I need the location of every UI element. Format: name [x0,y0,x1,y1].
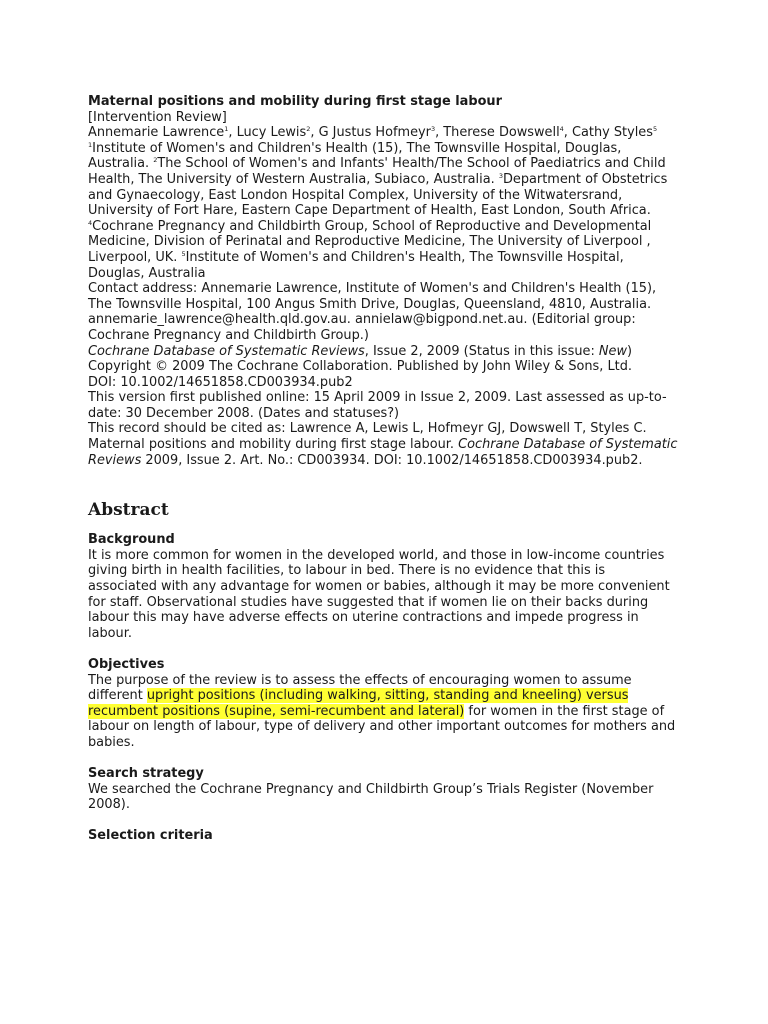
author: Cathy Styles$^5$ [572,125,658,141]
author-list [88,125,678,141]
affiliation: $^3$Department of Obstetrics and Gynaecology, East London Hospital Complex, University of the Witwatersrand, University of Fort Hare, Eastern Cape Department of Health, East London, South Africa. [88,171,668,219]
search-strategy-heading: Search strategy [88,765,204,781]
publication-status: Cochrane Database of Systematic Reviews, Issue 2, 2009 (Status in this issue: New) [88,343,633,359]
author-affiliation-mark: 2 [306,125,311,134]
abstract-objectives [88,657,678,751]
abstract-heading: Abstract [88,500,169,521]
affiliation: $^1$Institute of Women's and Children's Health (15), The Townsville Hospital, Douglas, Australia. [88,140,622,172]
affiliation: $^5$Institute of Women's and Children's Health, The Townsville Hospital, Douglas, Australia [88,249,624,281]
citation-journal: Cochrane Database of Systematic Reviews [88,437,678,468]
publication-info [88,344,678,422]
author: Annemarie Lawrence$^1$, [88,125,237,141]
search-strategy-text: We searched the Cochrane Pregnancy and Childbirth Group’s Trials Register (November 2008). [88,781,654,813]
article-title: Maternal positions and mobility during first stage labour [88,94,502,109]
background-heading: Background [88,532,175,548]
journal-name: Cochrane Database of Systematic Reviews [88,343,365,359]
header-block [88,94,678,125]
author-affiliation-mark: 4 [559,125,564,134]
affiliation: $^2$The School of Women's and Infants' Health/The School of Paediatrics and Child Health, The University of Western Australia, Subiaco, Australia. [88,156,666,187]
author-affiliation-mark: 1 [224,125,229,134]
status-value: New [598,343,628,359]
doi: DOI: 10.1002/14651858.CD003934.pub2 [88,374,353,390]
background-text: It is more common for women in the developed world, and those in low-income countries giving birth in health facilities, to labour in bed. There is no evidence that this is associated with any advantage for women or babies, although it may be more convenient for staff. Observational studies have suggested that if women lie on their backs during labour this may have adverse effects on uterine contractions and impede progress in labour. [88,547,670,641]
contact-address: Contact address: Annemarie Lawrence, Institute of Women's and Children's Health (15), The Townsville Hospital, 100 Angus Smith Drive, Douglas, Queensland, 4810, Australia. annemarie_lawrence@health.qld.gov.au. annielaw@bigpond.net.au. (Editorial group: Cochrane Pregnancy and Childbirth Group.) [88,281,657,343]
citation: This record should be cited as: Lawrence A, Lewis L, Hofmeyr GJ, Dowswell T, Styles C. Maternal positions and mobility during first stage labour. Cochrane Database of Systematic Reviews 2009, Issue 2. Art. No.: CD003934. DOI: 10.1002/14651858.CD003934.pub2. [88,421,678,468]
objectives-text: The purpose of the review is to assess the effects of encouraging women to assume different upright positions (including walking, sitting, standing and kneeling) versus recumbent positions (supine, semi-recumbent and lateral) for women in the first stage of labour on length of labour, type of delivery and other important outcomes for mothers and babies. [88,672,676,750]
affiliation: $^4$Cochrane Pregnancy and Childbirth Group, School of Reproductive and Developmental Medicine, Division of Perinatal and Reproductive Medicine, The University of Liverpool , Liverpool, UK. [88,218,652,265]
author-affiliation-mark: 3 [430,125,436,134]
affiliations [88,141,678,281]
highlighted-text: upright positions (including walking, sitting, standing and kneeling) versus recumbent positions (supine, semi-recumbent and lateral) [88,688,629,719]
author-affiliation-mark: 5 [652,125,658,134]
abstract-background [88,532,678,641]
article-column [88,94,678,844]
author: Therese Dowswell$^4$, [443,125,572,141]
author: Lucy Lewis$^2$, [236,125,319,141]
objectives-heading: Objectives [88,656,165,672]
version-info: This version first published online: 15 April 2009 in Issue 2, 2009. Last assessed as up-to-date: 30 December 2008. (Dates and statuses?) [88,390,667,421]
copyright: Copyright © 2009 The Cochrane Collaboration. Published by John Wiley & Sons, Ltd. [88,359,632,375]
review-type: [Intervention Review] [88,109,227,125]
abstract-selection-criteria [88,828,678,844]
selection-criteria-heading: Selection criteria [88,828,213,844]
abstract-search-strategy [88,766,678,813]
author: G Justus Hofmeyr$^3$, [318,125,444,141]
